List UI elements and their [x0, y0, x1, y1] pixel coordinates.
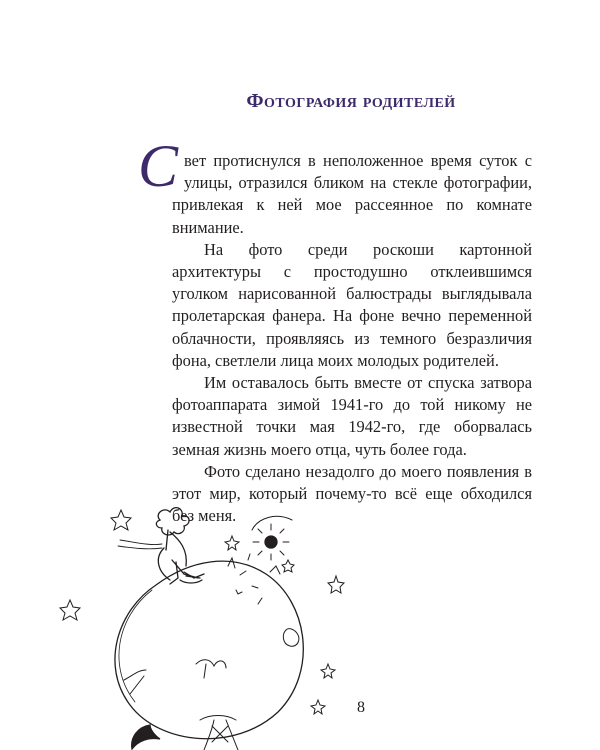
sun-icon — [252, 516, 292, 560]
star-icon — [321, 664, 335, 678]
planet-tie — [200, 716, 238, 750]
star-icon — [328, 576, 344, 593]
chapter-title: Фотография родителей — [246, 90, 456, 112]
moon-icon — [132, 725, 160, 749]
paragraph-2: На фото среди роскоши картонной архитектуры с простодушно отклеившимся уголком нарисованной балюстрады выглядывала пролетарская фанера. На фоне вечно переменной облачности, проявляясь из темного безразличия фона, светлели лица моих молодых родителей. — [172, 239, 532, 370]
page-number: 8 — [357, 699, 365, 716]
star-icon — [111, 510, 131, 530]
star-icon — [282, 560, 294, 572]
planet-outline — [115, 561, 303, 739]
star-icon — [225, 536, 239, 550]
paragraph-1-text: вет протиснулся в неположенное время суток с улицы, отразился бликом на стекле фотографии, привлекая к ней мое рассеянное по комнате внимание. — [172, 151, 532, 237]
paragraph-4: Фото сделано незадолго до моего появления в этот мир, который почему-то всё еще обходился без меня. — [172, 461, 532, 526]
star-icon — [60, 600, 80, 620]
planet-plants — [124, 629, 299, 694]
paragraph-3: Им оставалось быть вместе от спуска затвора фотоаппарата зимой 1941-го до той никому не известной точки мая 1942-го, где оборвалась земная жизнь моего отца, чуть более года. — [172, 373, 532, 459]
little-prince-figure — [118, 508, 204, 584]
star-icon — [311, 700, 325, 714]
drop-cap: С — [138, 133, 179, 199]
